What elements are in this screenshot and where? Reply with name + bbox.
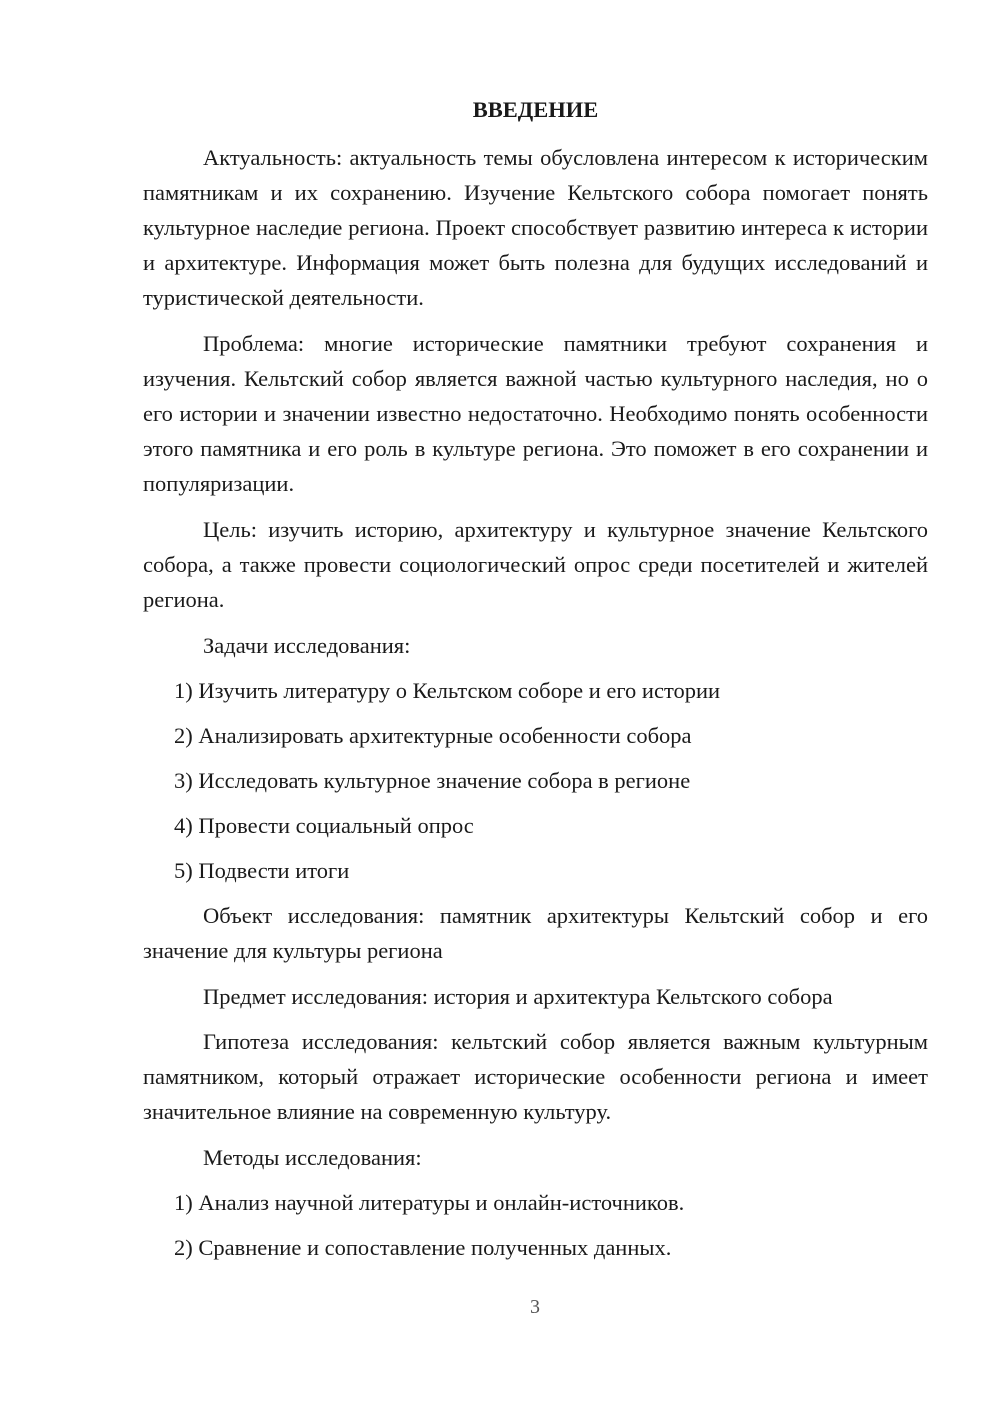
list-item: 3) Исследовать культурное значение собора в регионе [174, 768, 691, 793]
list-item: 5) Подвести итоги [174, 858, 350, 883]
page-number: 3 [530, 1296, 540, 1318]
list-item: 1) Изучить литературу о Кельтском соборе и его истории [174, 678, 721, 703]
problem-paragraph: Проблема: многие исторические памятники требуют сохранения и изучения. Кельтский собор является важной частью культурного наследия, но о его истории и значении известно недостаточно. Необходимо понять особенности этого памятника и его роль в культуре региона. Это поможет в его сохранении и популяризации. [143, 331, 928, 496]
tasks-heading: Задачи исследования: [203, 633, 411, 658]
list-item: 1) Анализ научной литературы и онлайн-источников. [174, 1190, 685, 1215]
list-item: 2) Сравнение и сопоставление полученных данных. [174, 1235, 672, 1260]
relevance-paragraph: Актуальность: актуальность темы обусловлена интересом к историческим памятникам и их сохранению. Изучение Кельтского собора помогает понять культурное наследие региона. Проект способствует развитию интереса к истории и архитектуре. Информация может быть полезна для будущих исследований и туристической деятельности. [143, 145, 928, 310]
methods-list [143, 1185, 928, 1265]
goal-paragraph: Цель: изучить историю, архитектуру и культурное значение Кельтского собора, а также провести социологический опрос среди посетителей и жителей региона. [143, 517, 928, 612]
methods-heading: Методы исследования: [203, 1145, 422, 1170]
list-item: 4) Провести социальный опрос [174, 813, 474, 838]
page-title: ВВЕДЕНИЕ [472, 97, 599, 122]
tasks-list [143, 673, 928, 888]
object-paragraph: Объект исследования: памятник архитектуры Кельтский собор и его значение для культуры региона [143, 903, 928, 963]
subject-paragraph: Предмет исследования: история и архитектура Кельтского собора [203, 984, 833, 1009]
list-item: 2) Анализировать архитектурные особенности собора [174, 723, 692, 748]
document-page [143, 92, 928, 1275]
hypothesis-paragraph: Гипотеза исследования: кельтский собор является важным культурным памятником, который отражает исторические особенности региона и имеет значительное влияние на современную культуру. [143, 1029, 928, 1124]
